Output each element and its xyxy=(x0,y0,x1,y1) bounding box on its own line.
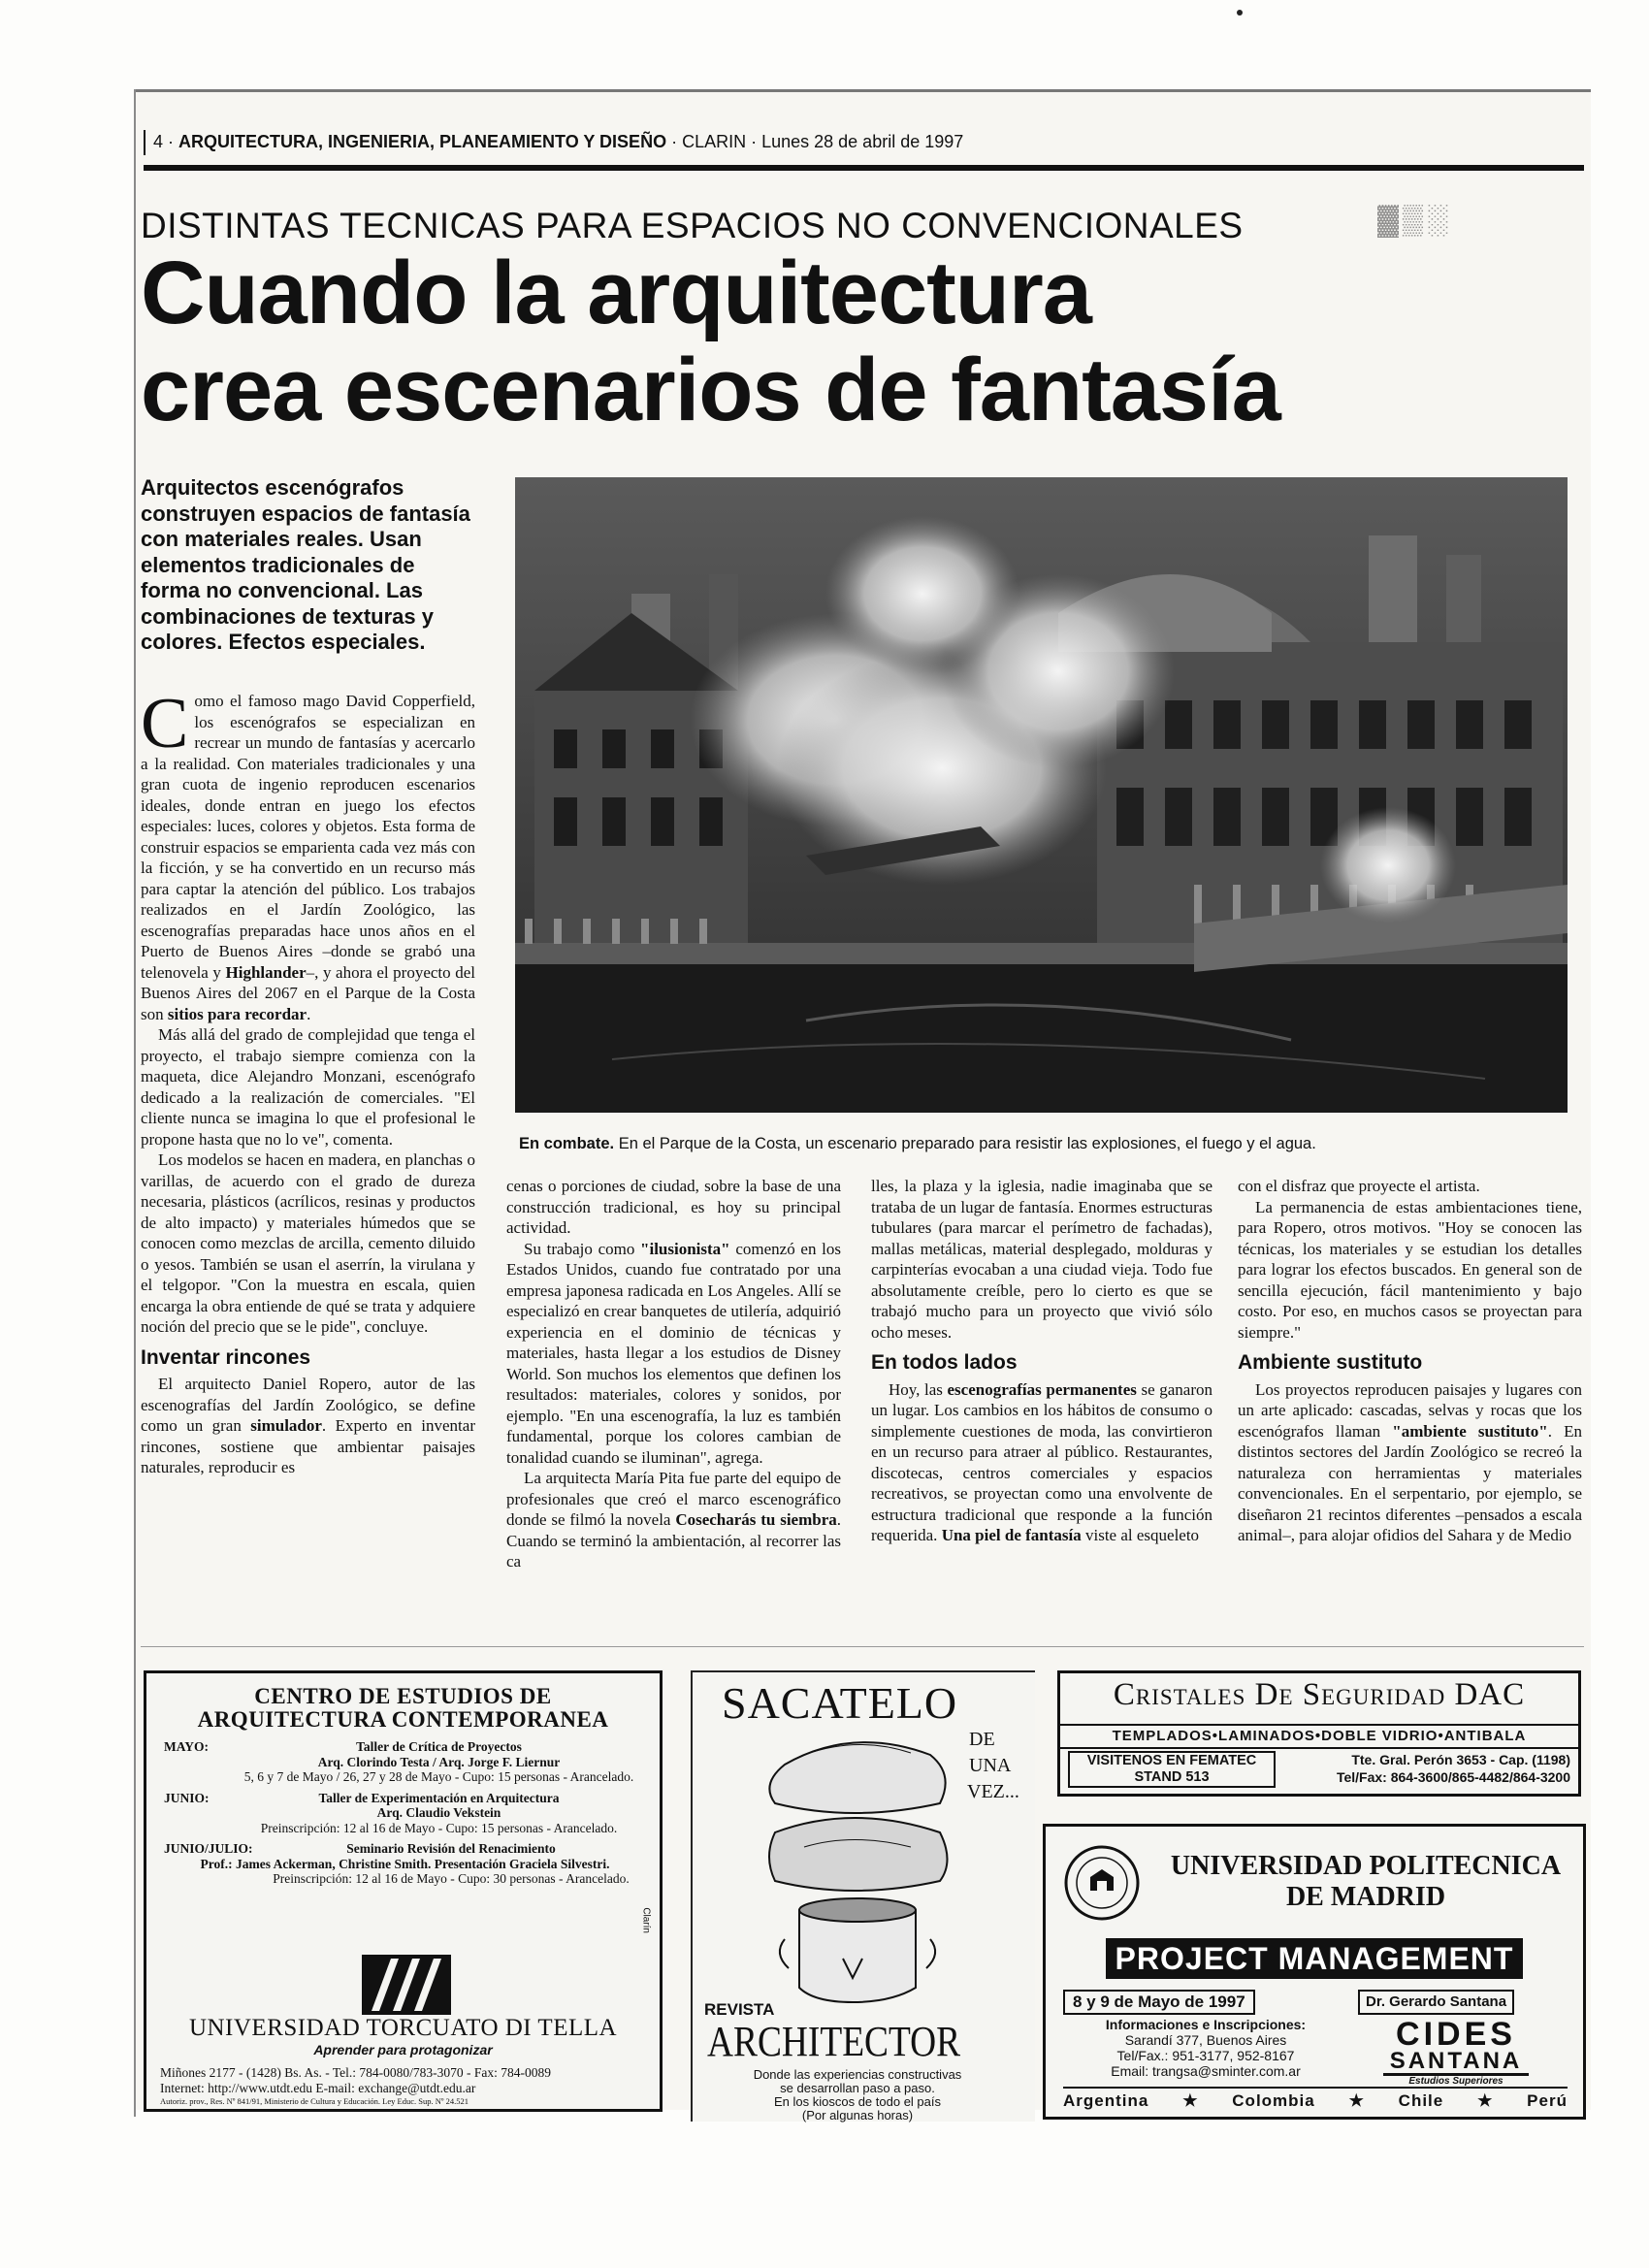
text-run: . En distintos sectores del Jardín Zoológico se recreó la naturaleza con herramientas y materiales convencionales. En el serpentario, por ejemplo, se diseñaron 21 recintos diferentes –pensados a escala animal–, para alojar ofidios del Sahara y de Medio xyxy=(1238,1421,1582,1544)
ad-architector-magazine: ARCHITECTOR xyxy=(707,2018,961,2065)
article-paragraph: lles, la plaza y la iglesia, nadie imaginaba que se trataba de un lugar de fantasía. Enormes estructuras tubulares (para marcar el perímetro de fachadas), mallas metálicas, material desplegado, molduras y carpinterías evocaban a una ciudad vieja. Todo fue absolutamente creíble, pero lo cierto es que se trabajó mucho para un proyecto que vivió sólo ocho meses. xyxy=(871,1177,1212,1342)
cides-line: SANTANA xyxy=(1383,2050,1529,2076)
page-edge-top xyxy=(136,89,1591,92)
ad-cesac[interactable] xyxy=(144,1670,663,2112)
text-run: Hoy, las xyxy=(889,1379,948,1399)
text-run: viste al esqueleto xyxy=(1081,1526,1200,1544)
cides-logo xyxy=(1383,2016,1529,2087)
subhead: Inventar rincones xyxy=(141,1345,311,1369)
address-line: Tte. Gral. Perón 3653 - Cap. (1198) xyxy=(1351,1752,1570,1767)
article-paragraph xyxy=(141,1374,475,1478)
headline-line-1: Cuando la arquitectura xyxy=(141,243,1091,342)
star-icon: ★ xyxy=(1348,2091,1365,2110)
text-run-bold: escenografías permanentes xyxy=(947,1379,1137,1399)
ad-dac-products: TEMPLADOS•LAMINADOS•DOBLE VIDRIO•ANTIBALA xyxy=(1060,1724,1578,1749)
open-head-illustration-icon xyxy=(746,1726,969,2007)
schedule-line: Preinscripción: 12 al 16 de Mayo - Cupo: 30 personas - Arancelado. xyxy=(273,1871,630,1886)
info-line: Tel/Fax.: 951-3177, 952-8167 xyxy=(1116,2048,1295,2063)
text-run-bold: "ambiente sustituto" xyxy=(1392,1421,1548,1441)
text-run-bold: simulador xyxy=(250,1416,322,1435)
ad-dac-visit xyxy=(1068,1751,1276,1788)
ad-cesac-schedule xyxy=(146,1732,660,1887)
drop-cap: C xyxy=(141,684,189,763)
section-name: ARQUITECTURA, INGENIERIA, PLANEAMIENTO Y DISEÑO xyxy=(178,132,667,151)
text-run-bold: Highlander xyxy=(225,962,307,982)
ad-architector-sub: DE xyxy=(969,1729,995,1750)
ad-dac-address xyxy=(1337,1751,1570,1786)
ad-architector-revista: REVISTA xyxy=(704,2000,775,2019)
schedule-details xyxy=(232,1739,646,1785)
page-edge-left xyxy=(134,89,136,2117)
article-paragraph: Los modelos se hacen en madera, en planchas o varillas, de acuerdo con el grado de dureza necesaria, plásticos (acrílicos, resinas y productos de alto impacto) y materiales húmedos que se conocen como mezclas de arcilla, cemento diluido o yesos. También se usan el aserrín, la virulana y el telgopor. "Con la muestra en escala, quien encarga la obra entiende de qué se trata y adquiere noción del precio que se le pide", concluye. xyxy=(141,1150,475,1336)
header-rule xyxy=(144,165,1584,171)
article-column-3 xyxy=(871,1176,1212,1546)
headline-line-2: crea escenarios de fantasía xyxy=(141,340,1280,439)
ad-architector[interactable] xyxy=(691,1670,1035,2122)
article-paragraph xyxy=(506,1239,841,1469)
article-paragraph: cenas o porciones de ciudad, sobre la base de una construcción tradicional, es hoy su principal actividad. xyxy=(506,1177,841,1237)
article-paragraph: Más allá del grado de complejidad que tenga el proyecto, el trabajo siempre comienza con la maqueta, dice Alejandro Monzani, escenógrafo dedicado a la realización de comerciales. "El cliente nunca se imagina lo que el profesional le propone hasta que no lo ve", comenta. xyxy=(141,1025,475,1149)
text-run-bold: Una piel de fantasía xyxy=(941,1526,1082,1544)
article-photo xyxy=(515,477,1568,1113)
info-line: Sarandí 377, Buenos Aires xyxy=(1124,2032,1287,2048)
subhead: Ambiente sustituto xyxy=(1238,1351,1423,1374)
footer-line: En los kioscos de todo el país xyxy=(774,2094,941,2109)
country: Chile xyxy=(1398,2091,1444,2110)
header-text: 4 · ARQUITECTURA, INGENIERIA, PLANEAMIENTO Y DISEÑO · CLARIN · Lunes 28 de abril de 1997 xyxy=(153,132,964,151)
text-run: Los proyectos reproducen paisajes y lugares con un arte aplicado: cascadas, selvas y rocas que los escenógrafos llaman xyxy=(1238,1379,1582,1441)
schedule-line: Seminario Revisión del Renacimiento xyxy=(346,1841,556,1856)
ad-upm-course: PROJECT MANAGEMENT xyxy=(1106,1938,1523,1979)
utdt-logo-icon xyxy=(362,1955,451,2015)
star-icon: ★ xyxy=(1477,2091,1494,2110)
photo-caption xyxy=(519,1135,1567,1153)
kicker: DISTINTAS TECNICAS PARA ESPACIOS NO CONVENCIONALES xyxy=(141,206,1244,245)
ad-dac-title: Cristales De Seguridad DAC xyxy=(1113,1677,1526,1712)
ad-upm-university xyxy=(1152,1851,1579,1913)
schedule-row xyxy=(164,1739,646,1785)
ads-divider xyxy=(141,1646,1584,1647)
issue-date: Lunes 28 de abril de 1997 xyxy=(761,132,964,151)
text-run: comenzó en los Estados Unidos, cuando fue contratado por una empresa japonesa radicada en Los Angeles. Allí se especializó en crear banquetes de utilería, adquirió experiencia en el dominio de técnicas y materiales, hasta llegar a los estudios de Disney World. Son muchos los elementos que definen los resultados: materiales, colores y sonidos, por ejemplo. "En una escenografía, la luz es también fundamental, porque los colores cambian de tonalidad cuando se iluminan", agrega. xyxy=(506,1239,841,1467)
schedule-line: Arq. Claudio Vekstein xyxy=(376,1805,501,1820)
ad-cesac-title xyxy=(146,1685,660,1732)
ad-contact xyxy=(160,2065,551,2106)
schedule-row xyxy=(164,1791,646,1836)
article-column-4 xyxy=(1238,1176,1582,1546)
text-run: se ganaron un lugar. Los cambios en los hábitos de consumo o simplemente cuestiones de moda, las convirtieron en un recurso para atraer al público. Restaurantes, discotecas, centros comerciales y espacios recreativos, se proyectan como una envolvente de estructura tradicional que responde a la función requerida. xyxy=(871,1379,1212,1544)
ad-architector-sub: UNA xyxy=(969,1755,1012,1776)
ad-slogan: Aprender para protagonizar xyxy=(313,2042,493,2057)
article-paragraph xyxy=(871,1379,1212,1546)
subhead: En todos lados xyxy=(871,1351,1018,1374)
headline xyxy=(141,244,1280,438)
university-seal-icon xyxy=(1063,1844,1141,1922)
country: Perú xyxy=(1527,2091,1568,2110)
country: Colombia xyxy=(1232,2091,1315,2110)
text-run: . Cuando se terminó la ambientación, al recorrer las ca xyxy=(506,1510,841,1571)
fantasy-city-illustration xyxy=(515,477,1568,1113)
deck: Arquitectos escenógrafos construyen espacios de fantasía con materiales reales. Usan elementos tradicionales de forma no convencional. Las combinaciones de texturas y colores. Efectos especiales. xyxy=(141,475,470,654)
text-run: . xyxy=(307,1004,311,1023)
text-run-bold: "ilusionista" xyxy=(640,1239,730,1258)
caption-text: En el Parque de la Costa, un escenario preparado para resistir las explosiones, el fuego y el agua. xyxy=(618,1135,1316,1152)
caption-lead: En combate. xyxy=(519,1135,615,1152)
schedule-label: JUNIO: xyxy=(164,1790,210,1805)
ad-side-text: Clarín xyxy=(641,1907,652,1933)
ad-upm-countries xyxy=(1063,2087,1568,2114)
ad-architector-title: SACATELO xyxy=(722,1678,958,1728)
ad-upm-dates: 8 y 9 de Mayo de 1997 xyxy=(1063,1990,1255,2015)
schedule-details xyxy=(232,1791,646,1836)
ad-dac[interactable] xyxy=(1057,1670,1581,1797)
schedule-line: 5, 6 y 7 de Mayo / 26, 27 y 28 de Mayo - Cupo: 15 personas - Arancelado. xyxy=(243,1769,634,1784)
visit-line: VISITENOS EN FEMATEC xyxy=(1086,1753,1257,1768)
info-line: Email: trangsa@sminter.com.ar xyxy=(1111,2063,1301,2079)
schedule-label: MAYO: xyxy=(164,1739,209,1754)
info-line: Informaciones e Inscripciones: xyxy=(1105,2017,1307,2032)
schedule-line: Arq. Clorindo Testa / Arq. Jorge F. Liernur xyxy=(317,1754,561,1769)
header-bar xyxy=(144,130,146,155)
ad-architector-sub: VEZ... xyxy=(967,1781,1019,1802)
text-run: omo el famoso mago David Copperfield, los escenógrafos se especializan en recrear un mundo de fantasías y acercarlo a la realidad. Con materiales tradicionales y una gran cuota de ingenio reproducen escenarios ideales, donde entran en juego los efectos especiales: luces, colores y objetos. Esta forma de construir espacios se emparienta cada vez más con la ficción, y se ha convertido en un recurso más para captar la atención del público. Los trabajos realizados en el Jardín Zoológico, las escenografías preparadas hace unos años en el Puerto de Buenos Aires –donde se grabó una telenovela y xyxy=(141,692,475,982)
article-paragraph xyxy=(506,1468,841,1572)
cides-line: Estudios Superiores xyxy=(1408,2076,1504,2087)
footer-line: Donde las experiencias constructivas xyxy=(753,2067,962,2082)
text-run: –, y ahora el proyecto del Buenos Aires del 2067 en el Parque de la Costa son xyxy=(141,962,475,1023)
schedule-line: Taller de Crítica de Proyectos xyxy=(356,1739,522,1754)
ad-upm-doctor: Dr. Gerardo Santana xyxy=(1358,1990,1514,2015)
schedule-line: Taller de Experimentación en Arquitectura xyxy=(318,1790,560,1805)
article-paragraph: La permanencia de estas ambientaciones tiene, para Ropero, otros motivos. "Hoy se conocen las técnicas, los materiales y se estudian los detalles para lograr los efectos buscados. En general son de sencilla ejecución, fácil mantenimiento y bajo costo. Por eso, en muchos casos se proyectan para siempre." xyxy=(1238,1197,1582,1342)
ad-title-line: CENTRO DE ESTUDIOS DE xyxy=(254,1684,552,1708)
address-line: Tel/Fax: 864-3600/865-4482/864-3200 xyxy=(1336,1769,1570,1785)
text-run: El arquitecto Daniel Ropero, autor de las escenografías del Jardín Zoológico, se define como un gran xyxy=(141,1375,475,1435)
cides-line: CIDES xyxy=(1396,2016,1516,2053)
article-paragraph: con el disfraz que proyecte el artista. xyxy=(1238,1177,1480,1195)
text-run-bold: sitios para recordar xyxy=(167,1004,307,1023)
footer-line: se desarrollan paso a paso. xyxy=(780,2081,935,2095)
schedule-line: Preinscripción: 12 al 16 de Mayo - Cupo: 15 personas - Arancelado. xyxy=(260,1820,618,1835)
schedule-line: Prof.: James Ackerman, Christine Smith. Presentación Graciela Silvestri. xyxy=(200,1856,610,1871)
ad-upm-info xyxy=(1060,2017,1351,2079)
contact-line: Autoriz. prov., Res. Nº 841/91, Ministerio de Cultura y Educación. Ley Educ. Sup. Nº 24.521 xyxy=(160,2096,469,2106)
ink-smudge: ▓▒░ xyxy=(1377,204,1452,236)
article-paragraph xyxy=(1238,1379,1582,1546)
page-header xyxy=(144,126,1584,165)
text-run: Su trabajo como xyxy=(524,1239,641,1258)
scan-dot xyxy=(1237,10,1243,16)
ad-university: UNIVERSIDAD TORCUATO DI TELLA xyxy=(188,2015,618,2041)
university-line: UNIVERSIDAD POLITECNICA xyxy=(1170,1851,1562,1881)
article-paragraph xyxy=(141,684,475,1024)
text-run: . Experto en inventar rincones, sostiene que ambientar paisajes naturales, reproducir es xyxy=(141,1416,475,1476)
footer-line: (Por algunas horas) xyxy=(801,2108,914,2122)
contact-line: Miñones 2177 - (1428) Bs. As. - Tel.: 784-0080/783-3070 - Fax: 784-0089 xyxy=(160,2065,552,2080)
country: Argentina xyxy=(1063,2091,1149,2110)
article-column-1 xyxy=(141,684,475,1478)
university-line: DE MADRID xyxy=(1285,1882,1446,1912)
text-run-bold: Cosecharás tu siembra xyxy=(675,1510,837,1529)
schedule-row xyxy=(164,1841,646,1887)
page-number: 4 xyxy=(153,132,164,151)
visit-line: STAND 513 xyxy=(1134,1769,1210,1785)
contact-line: Internet: http://www.utdt.edu E-mail: exchange@utdt.edu.ar xyxy=(160,2081,476,2095)
ad-architector-footer xyxy=(693,2068,1022,2122)
text-run: La arquitecta María Pita fue parte del equipo de profesionales que creó el marco escenográfico donde se filmó la novela xyxy=(506,1469,841,1529)
ad-upm[interactable] xyxy=(1043,1824,1586,2120)
ad-title-line: ARQUITECTURA CONTEMPORANEA xyxy=(197,1707,609,1732)
schedule-label: JUNIO/JULIO: xyxy=(164,1841,253,1856)
article-column-2 xyxy=(506,1176,841,1572)
star-icon: ★ xyxy=(1182,2091,1199,2110)
paper-name: CLARIN xyxy=(682,132,747,151)
